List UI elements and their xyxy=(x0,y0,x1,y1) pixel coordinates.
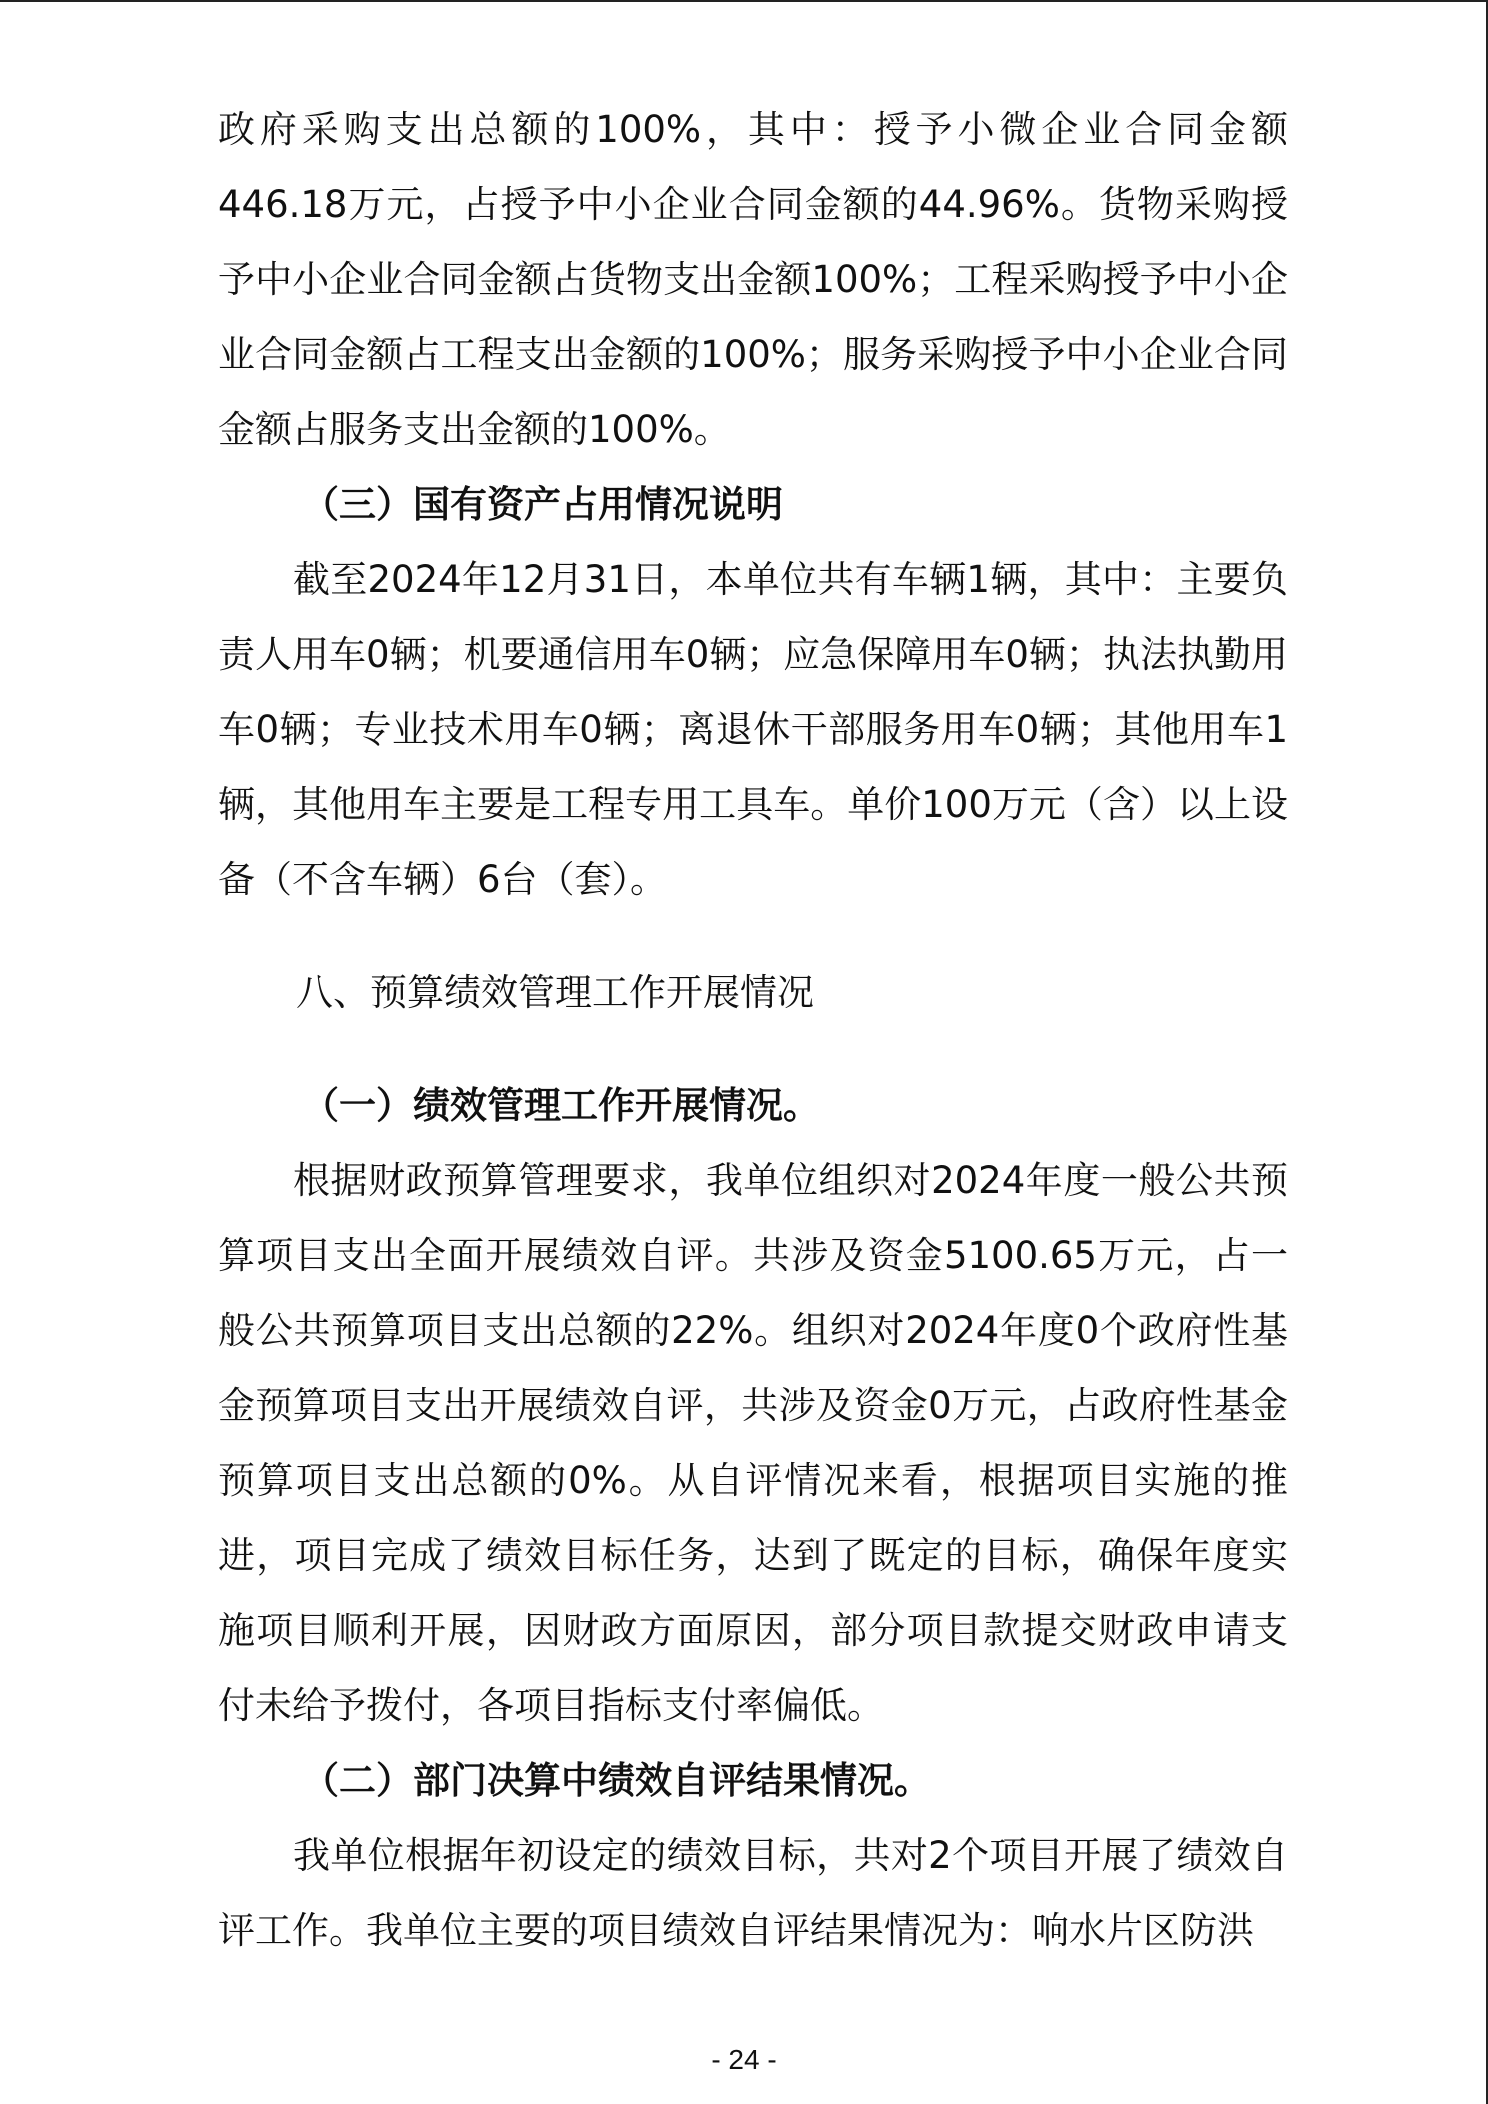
paragraph-vehicles: 截至2024年12月31日，本单位共有车辆1辆，其中：主要负责人用车0辆；机要通信用车0辆；应急保障用车0辆；执法执勤用车0辆；专业技术用车0辆；离退休干部服务用车0辆；其他用车1辆，其他用车主要是工程专用工具车。单价100万元（含）以上设备（不含车辆）6台（套）。 xyxy=(218,558,1288,901)
paragraph-project-results: 我单位根据年初设定的绩效目标，共对2个项目开展了绩效自评工作。我单位主要的项目绩效自评结果情况为：响水片区防洪 xyxy=(218,1834,1288,1952)
section-heading-performance: 八、预算绩效管理工作开展情况 xyxy=(296,971,814,1014)
spacer xyxy=(218,917,1288,955)
paragraph-self-evaluation: 根据财政预算管理要求，我单位组织对2024年度一般公共预算项目支出全面开展绩效自评。共涉及资金5100.65万元，占一般公共预算项目支出总额的22%。组织对2024年度0个政府性基金预算项目支出开展绩效自评，共涉及资金0万元，占政府性基金预算项目支出总额的0%。从自评情况来看，根据项目实施的推进，项目完成了绩效目标任务，达到了既定的目标，确保年度实施项目顺利开展，因财政方面原因，部分项目款提交财政申请支付未给予拨付，各项目指标支付率偏低。 xyxy=(218,1159,1288,1727)
page-number: - 24 - xyxy=(711,2044,777,2075)
subheading-state-assets: （三）国有资产占用情况说明 xyxy=(302,483,783,526)
document-body xyxy=(218,92,1288,1968)
subheading-performance-management: （一）绩效管理工作开展情况。 xyxy=(302,1084,820,1127)
spacer xyxy=(218,1030,1288,1068)
paragraph-procurement: 政府采购支出总额的100%，其中：授予小微企业合同金额446.18万元，占授予中小企业合同金额的44.96%。货物采购授予中小企业合同金额占货物支出金额100%；工程采购授予中小企业合同金额占工程支出金额的100%；服务采购授予中小企业合同金额占服务支出金额的100%。 xyxy=(218,108,1288,451)
subheading-evaluation-results: （二）部门决算中绩效自评结果情况。 xyxy=(302,1759,931,1802)
page-border-top xyxy=(0,0,1488,2)
